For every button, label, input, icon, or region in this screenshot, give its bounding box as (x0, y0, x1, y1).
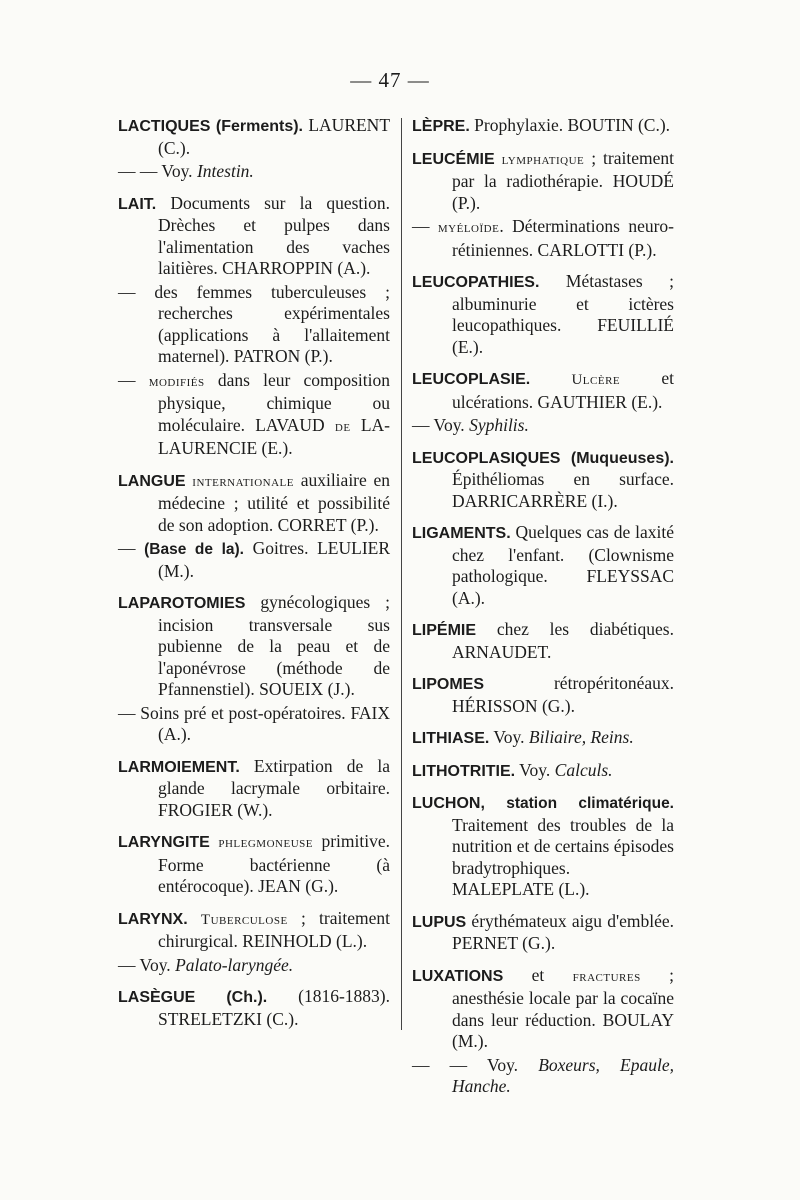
entry-text: — (118, 369, 149, 390)
entry-headword: LAIT. (118, 195, 157, 213)
index-entry (412, 522, 674, 609)
entry-text: rétropéritonéaux. HÉRISSON (G.). (452, 673, 674, 716)
entry-headword: LASÈGUE (Ch.). (118, 989, 268, 1006)
entry-text: Traitement des troubles de la nutrition et de certains épisodes bradytrophiques. MALEPLATE (L.). (452, 814, 674, 899)
entry-text: fractures (572, 968, 641, 985)
entry-text: Épithéliomas en surface. DARRICARRÈRE (I.). (452, 469, 674, 511)
entry-text: Extirpation de la glande lacrymale orbitaire. FROGIER (W.). (158, 755, 390, 820)
entry-headword: LARMOIEMENT. (118, 758, 240, 776)
entry-headword: LANGUE (118, 472, 186, 490)
entry-text: auxiliaire en médecine ; utilité et possibilité de son adoption. CORRET (P.). (158, 469, 390, 535)
index-subentry (412, 415, 674, 437)
entry-text: Métastases ; albuminurie et ictères leucopathiques. FEUILLIÉ (E.). (452, 271, 674, 357)
entry-text: Documents sur la question. Drèches et pulpes dans l'alimentation des vaches laitières. CHARROPPIN (A.). (156, 192, 390, 278)
index-subentry (118, 955, 390, 977)
entry-text: Ulcère (571, 372, 621, 388)
entry-text: LA-LAURENCIE (E.). (158, 414, 390, 458)
entry-text: . Déterminations neuro-rétiniennes. CARLOTTI (P.). (452, 216, 674, 260)
index-subentry (118, 370, 390, 460)
index-entry (412, 760, 674, 783)
entry-headword: LITHOTRITIE. (412, 762, 516, 780)
entry-headword: LIPÉMIE (412, 622, 477, 639)
cross-reference: Boxeurs, Epaule, Hanche. (452, 1054, 674, 1096)
index-subentry (412, 1055, 674, 1098)
entry-text: Voy. (489, 727, 529, 747)
index-subentry (118, 282, 390, 368)
entry-headword: LUPUS (412, 913, 467, 931)
entry-text: et ulcérations. GAUTHIER (E.). (452, 368, 674, 412)
index-entry (412, 115, 674, 138)
entry-text: ; anesthésie locale par la cocaïne dans leur réduction. BOULAY (M.). (452, 964, 674, 1051)
index-entry (412, 148, 674, 215)
index-entry (412, 368, 674, 413)
entry-headword: LUXATIONS (412, 967, 504, 985)
index-entry (412, 911, 674, 955)
entry-headword: LACTIQUES (Ferments). (118, 118, 303, 135)
entry-text: Prophylaxie. BOUTIN (C.). (469, 115, 671, 135)
entry-text: phlegmoneuse (218, 835, 313, 851)
entry-headword: LEUCÉMIE (412, 150, 495, 168)
index-entry (412, 619, 674, 663)
index-subentry (118, 538, 390, 582)
entry-text: et (503, 964, 573, 985)
index-entry (412, 792, 674, 901)
entry-text: gynécologiques ; incision transversale sus pubienne de la peau et de l'aponévrose (méthode de Pfannenstiel). SOUEIX (J.). (158, 592, 390, 699)
entry-headword: LEUCOPLASIQUES (Muqueuses). (412, 449, 674, 467)
entry-headword: LARYNX. (118, 910, 188, 928)
entry-text: dans leur composition physique, chimique ou moléculaire. LAVAUD (158, 369, 391, 435)
entry-text: — (118, 538, 145, 558)
entry-text (495, 148, 502, 168)
index-entry (412, 965, 674, 1053)
index-entry (412, 271, 674, 358)
entry-text: — des femmes tuberculeuses ; recherches expérimentales (applications à l'allaitement maternel). PATRON (P.). (118, 281, 390, 366)
entry-headword: LUCHON, (412, 795, 485, 812)
column-divider (401, 118, 402, 1030)
page-number: — 47 — (350, 68, 430, 92)
entry-headword: LAPAROTOMIES (118, 595, 246, 612)
cross-reference: Syphilis. (469, 415, 529, 435)
right-column (412, 115, 674, 1108)
entry-text: lymphatique (501, 151, 585, 168)
entry-text: — — Voy. (412, 1054, 539, 1075)
entry-text: (Base de la). (144, 541, 244, 558)
entry-headword: LÈPRE. (412, 118, 470, 135)
entry-text: (1816-1883). STRELETZKI (C.). (158, 986, 390, 1029)
entry-headword: LIGAMENTS. (412, 525, 511, 542)
index-entry (118, 908, 390, 953)
entry-text: internationale (192, 473, 294, 490)
entry-text: modifiés (148, 373, 205, 390)
index-entry (118, 115, 390, 159)
entry-text: érythémateux aigu d'emblée. PERNET (G.). (452, 910, 674, 953)
entry-text: chez les diabétiques. ARNAUDET. (452, 619, 674, 662)
entry-text: — Soins pré et post-opératoires. FAIX (A.). (118, 702, 390, 744)
entry-text: Voy. (515, 759, 555, 780)
entry-text: de (334, 418, 351, 435)
left-column (118, 115, 390, 1040)
entry-text: ; traitement par la radiothérapie. HOUDÉ (P.). (452, 147, 674, 213)
index-entry (412, 447, 674, 513)
entry-text: LAURENT (C.). (158, 115, 391, 158)
index-entry (118, 756, 390, 822)
index-subentry (118, 161, 390, 183)
entry-text: primitive. Forme bactérienne (à entérocoque). JEAN (G.). (158, 831, 391, 896)
cross-reference: Biliaire, Reins. (528, 727, 634, 747)
entry-text: ; traitement chirurgical. REINHOLD (L.). (158, 907, 390, 951)
entry-text: myéloïde (437, 220, 500, 236)
entry-text: Tuberculose (200, 911, 288, 928)
entry-text: Goitres. LEULIER (M.). (158, 538, 391, 581)
entry-headword: LARYNGITE (118, 834, 210, 851)
index-entry (118, 831, 390, 898)
entry-text (530, 368, 571, 388)
entry-text: station climatérique. (484, 795, 674, 812)
index-subentry (118, 703, 390, 746)
index-entry (118, 193, 390, 280)
cross-reference: Intestin. (196, 161, 254, 181)
index-entry (118, 592, 390, 701)
entry-text: — (412, 216, 438, 236)
entry-text: — — Voy. (118, 161, 197, 181)
index-entry (118, 470, 390, 537)
entry-headword: LEUCOPLASIE. (412, 371, 531, 388)
entry-headword: LITHIASE. (412, 730, 490, 747)
entry-text (188, 908, 201, 928)
entry-headword: LIPOMES (412, 676, 485, 693)
index-entry (412, 727, 674, 750)
cross-reference: Palato-laryngée. (175, 954, 294, 975)
index-subentry (412, 216, 674, 261)
cross-reference: Calculs. (554, 759, 613, 780)
entry-text: — Voy. (118, 954, 176, 975)
entry-text: Quelques cas de laxité chez l'enfant. (Clownisme pathologique. FLEYSSAC (A.). (452, 522, 674, 608)
entry-headword: LEUCOPATHIES. (412, 274, 540, 291)
entry-text: — Voy. (412, 415, 470, 435)
index-entry (412, 673, 674, 717)
index-entry (118, 986, 390, 1030)
